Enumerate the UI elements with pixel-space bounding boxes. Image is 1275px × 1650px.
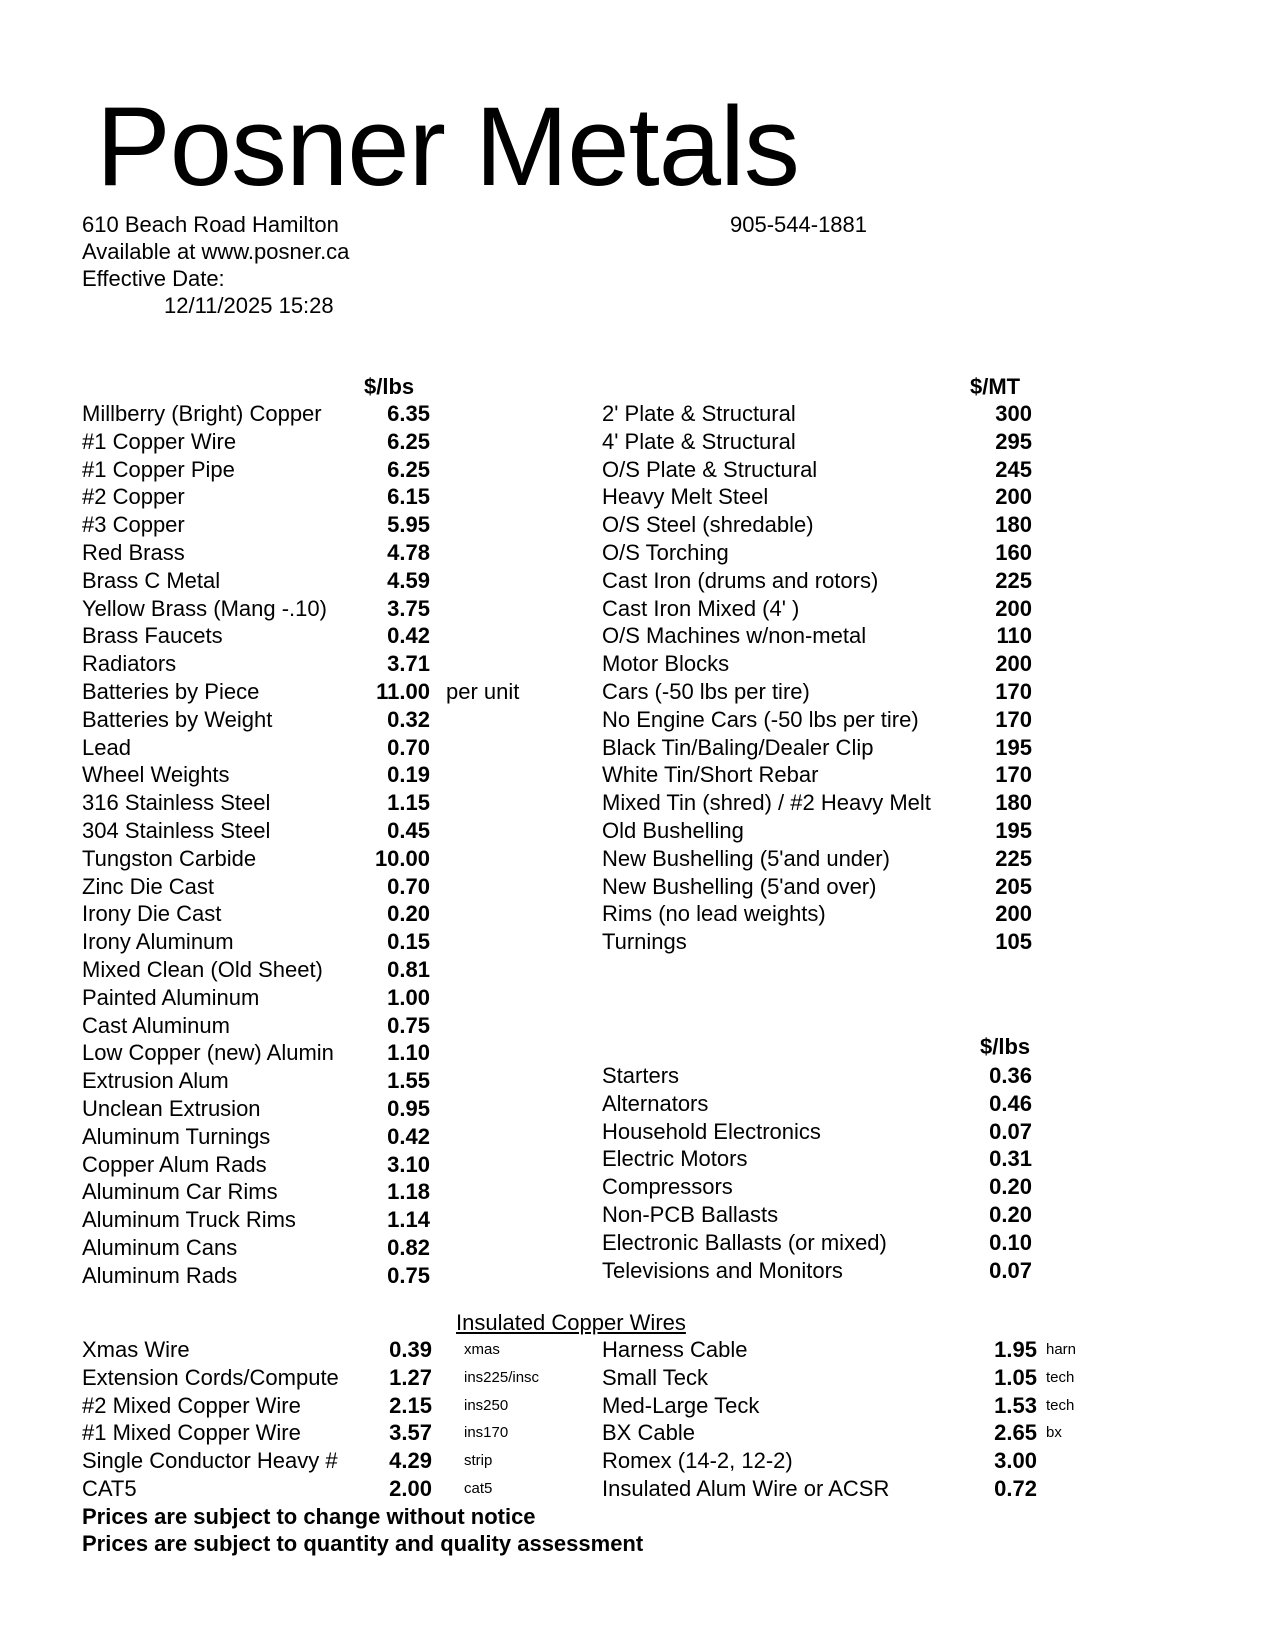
item-name: Harness Cable <box>602 1337 748 1362</box>
item-price: 1.95 <box>994 1337 1037 1362</box>
website-text: Available at www.posner.ca <box>82 239 350 264</box>
item-unit: per unit <box>446 679 520 704</box>
price-row <box>82 900 542 927</box>
item-name: Med-Large Teck <box>602 1392 760 1418</box>
item-price: 0.20 <box>989 1202 1032 1227</box>
price-row <box>602 817 1042 844</box>
item-name: Electric Motors <box>602 1146 748 1172</box>
item-name: Starters <box>602 1063 680 1088</box>
item-name: #3 Copper <box>82 512 185 538</box>
price-row <box>82 1206 542 1233</box>
price-row <box>82 1234 542 1261</box>
item-name: Lead <box>82 734 131 760</box>
item-code: ins250 <box>464 1396 509 1414</box>
item-code: ins225/insc <box>464 1368 540 1386</box>
item-name: Non-PCB Ballasts <box>602 1202 779 1227</box>
item-price: 195 <box>995 734 1032 760</box>
item-price: 170 <box>995 679 1032 704</box>
item-price: 0.70 <box>387 734 430 760</box>
price-row <box>82 1447 602 1474</box>
price-row <box>602 1392 1092 1419</box>
price-row <box>602 873 1042 900</box>
price-row <box>602 1257 1042 1284</box>
price-row <box>602 1336 1092 1363</box>
item-name: Heavy Melt Steel <box>602 484 769 510</box>
effective-date-label: Effective Date: <box>82 266 225 291</box>
price-row <box>82 1151 542 1178</box>
price-row <box>82 483 542 510</box>
price-row <box>602 789 1042 816</box>
item-name: Red Brass <box>82 540 185 565</box>
price-row <box>82 1392 602 1419</box>
price-note-assessment: Prices are subject to quantity and quality assessment <box>82 1531 644 1556</box>
item-price: 3.57 <box>389 1420 432 1446</box>
price-note-change: Prices are subject to change without notice <box>82 1504 536 1529</box>
price-row <box>602 622 1042 649</box>
item-name: #2 Mixed Copper Wire <box>82 1392 301 1418</box>
item-price: 0.75 <box>387 1262 430 1288</box>
item-name: White Tin/Short Rebar <box>602 762 819 788</box>
item-name: Millberry (Bright) Copper <box>82 401 322 426</box>
address: 610 Beach Road Hamilton <box>82 212 339 237</box>
item-name: BX Cable <box>602 1420 695 1446</box>
item-code: bx <box>1046 1424 1062 1442</box>
item-name: 304 Stainless Steel <box>82 818 271 843</box>
item-name: Wheel Weights <box>82 762 230 788</box>
item-price: 1.15 <box>387 790 430 816</box>
item-name: #2 Copper <box>82 484 185 510</box>
item-price: 6.35 <box>387 401 430 426</box>
item-name: Painted Aluminum <box>82 984 260 1010</box>
item-name: O/S Torching <box>602 540 729 565</box>
item-price: 10.00 <box>374 845 430 871</box>
item-name: Aluminum Cans <box>82 1235 238 1260</box>
item-name: Cast Iron Mixed (4' ) <box>602 595 800 621</box>
price-row <box>602 428 1042 455</box>
item-price: 245 <box>995 456 1032 482</box>
item-price: 0.15 <box>387 929 430 955</box>
item-name: Mixed Clean (Old Sheet) <box>82 957 323 982</box>
item-name: Insulated Alum Wire or ACSR <box>602 1476 890 1501</box>
price-row <box>82 706 542 733</box>
item-price: 0.36 <box>989 1063 1032 1088</box>
price-row <box>82 511 542 538</box>
price-row <box>602 706 1042 733</box>
price-row <box>602 456 1042 483</box>
price-row <box>602 1201 1042 1228</box>
item-name: New Bushelling (5'and over) <box>602 873 877 899</box>
item-name: No Engine Cars (-50 lbs per tire) <box>602 706 919 732</box>
steel-unit-header: $/MT <box>970 374 1021 399</box>
item-name: #1 Copper Wire <box>82 428 237 454</box>
item-name: Black Tin/Baling/Dealer Clip <box>602 734 874 760</box>
item-name: CAT5 <box>82 1476 137 1501</box>
item-name: Cars (-50 lbs per tire) <box>602 679 810 704</box>
price-row <box>82 1095 542 1122</box>
item-price: 1.18 <box>387 1179 430 1205</box>
item-name: 2' Plate & Structural <box>602 401 796 426</box>
item-price: 0.42 <box>387 1123 430 1149</box>
price-row <box>602 1173 1042 1200</box>
item-price: 0.42 <box>387 623 430 649</box>
price-row <box>82 650 542 677</box>
item-name: Aluminum Turnings <box>82 1123 271 1149</box>
price-row <box>602 483 1042 510</box>
price-row <box>602 900 1042 927</box>
price-row <box>602 845 1042 872</box>
price-row <box>82 845 542 872</box>
item-name: Low Copper (new) Alumin <box>82 1040 334 1066</box>
item-name: Copper Alum Rads <box>82 1151 267 1177</box>
item-price: 6.15 <box>387 484 430 510</box>
price-row <box>82 1419 602 1446</box>
left-unit-header: $/lbs <box>364 374 415 399</box>
item-price: 0.95 <box>387 1096 430 1121</box>
item-price: 0.81 <box>387 957 430 982</box>
item-price: 4.29 <box>389 1448 432 1474</box>
item-price: 225 <box>995 845 1032 871</box>
item-name: New Bushelling (5'and under) <box>602 845 890 871</box>
item-price: 2.15 <box>389 1392 432 1418</box>
item-name: Brass C Metal <box>82 567 221 593</box>
item-price: 6.25 <box>387 456 430 482</box>
effective-date-value: 12/11/2025 15:28 <box>164 293 334 318</box>
item-name: Extrusion Alum <box>82 1068 229 1094</box>
item-price: 180 <box>995 512 1032 538</box>
item-name: 4' Plate & Structural <box>602 428 796 454</box>
price-row <box>82 734 542 761</box>
item-name: Televisions and Monitors <box>602 1257 843 1283</box>
item-code: xmas <box>464 1341 500 1358</box>
price-row <box>82 817 542 844</box>
item-name: Zinc Die Cast <box>82 873 215 899</box>
insulated-section-title: Insulated Copper Wires <box>456 1310 686 1335</box>
item-code: cat5 <box>464 1480 493 1497</box>
item-price: 0.82 <box>387 1235 430 1260</box>
price-row <box>82 1178 542 1205</box>
item-price: 0.31 <box>989 1146 1032 1172</box>
item-price: 5.95 <box>387 512 430 538</box>
price-row <box>602 595 1042 622</box>
item-name: Extension Cords/Compute <box>82 1364 339 1390</box>
item-name: Compressors <box>602 1174 733 1200</box>
item-code: ins170 <box>464 1424 509 1442</box>
item-name: O/S Machines w/non-metal <box>602 623 867 649</box>
item-name: Small Teck <box>602 1364 708 1390</box>
item-price: 1.27 <box>389 1364 432 1390</box>
item-code: tech <box>1046 1396 1075 1414</box>
item-price: 200 <box>995 901 1032 927</box>
price-row <box>602 400 1042 427</box>
item-price: 105 <box>995 929 1032 955</box>
price-row <box>602 761 1042 788</box>
price-row <box>82 873 542 900</box>
item-name: 316 Stainless Steel <box>82 790 271 816</box>
price-row <box>602 539 1042 566</box>
item-price: 0.20 <box>387 901 430 927</box>
price-row <box>602 1090 1042 1117</box>
item-price: 0.45 <box>387 818 430 843</box>
price-row <box>82 1336 602 1363</box>
item-price: 1.55 <box>387 1068 430 1094</box>
item-name: Electronic Ballasts (or mixed) <box>602 1229 887 1255</box>
price-row <box>82 428 542 455</box>
item-price: 11.00 <box>376 679 430 704</box>
item-name: Mixed Tin (shred) / #2 Heavy Melt <box>602 790 931 816</box>
item-price: 180 <box>995 790 1032 816</box>
item-name: Single Conductor Heavy # <box>82 1448 338 1474</box>
item-name: Irony Die Cast <box>82 901 222 927</box>
item-name: Turnings <box>602 929 687 955</box>
item-name: Cast Aluminum <box>82 1012 230 1038</box>
item-price: 2.65 <box>994 1420 1037 1446</box>
item-price: 0.07 <box>989 1118 1032 1144</box>
price-row <box>602 511 1042 538</box>
item-price: 4.78 <box>387 540 430 565</box>
price-row <box>82 622 542 649</box>
item-price: 170 <box>995 762 1032 788</box>
item-price: 4.59 <box>387 567 430 593</box>
item-price: 170 <box>995 706 1032 732</box>
item-price: 3.00 <box>994 1448 1037 1474</box>
item-name: Yellow Brass (Mang -.10) <box>82 595 327 621</box>
item-price: 3.75 <box>387 595 430 621</box>
item-name: O/S Plate & Structural <box>602 456 818 482</box>
price-row <box>82 539 542 566</box>
price-row <box>82 1123 542 1150</box>
price-row <box>82 678 542 705</box>
item-name: Unclean Extrusion <box>82 1096 261 1121</box>
price-row <box>602 1475 1092 1502</box>
price-row <box>602 734 1042 761</box>
price-row <box>82 595 542 622</box>
price-row <box>82 1262 542 1289</box>
item-price: 0.20 <box>989 1174 1032 1200</box>
price-row <box>82 1364 602 1391</box>
item-price: 1.00 <box>387 984 430 1010</box>
item-name: Old Bushelling <box>602 818 744 843</box>
item-price: 0.39 <box>389 1337 432 1362</box>
item-name: Alternators <box>602 1090 709 1116</box>
company-title: Posner Metals <box>96 84 799 209</box>
item-name: O/S Steel (shredable) <box>602 512 814 538</box>
item-name: Batteries by Piece <box>82 679 260 704</box>
item-price: 0.32 <box>387 706 430 732</box>
item-price: 0.10 <box>989 1229 1032 1255</box>
item-price: 0.07 <box>989 1257 1032 1283</box>
item-price: 0.72 <box>994 1476 1037 1501</box>
item-name: #1 Copper Pipe <box>82 456 235 482</box>
item-price: 225 <box>995 567 1032 593</box>
item-price: 200 <box>995 484 1032 510</box>
item-price: 110 <box>996 623 1032 649</box>
item-price: 6.25 <box>387 428 430 454</box>
item-code: strip <box>464 1452 493 1470</box>
price-row <box>602 1145 1042 1172</box>
item-price: 295 <box>995 428 1032 454</box>
item-price: 160 <box>995 540 1032 565</box>
item-name: Rims (no lead weights) <box>602 901 826 927</box>
price-row <box>82 1475 602 1502</box>
item-name: Brass Faucets <box>82 623 223 649</box>
item-name: Romex (14-2, 12-2) <box>602 1448 793 1474</box>
item-name: Irony Aluminum <box>82 929 234 955</box>
item-name: Tungston Carbide <box>82 845 257 871</box>
price-row <box>82 789 542 816</box>
item-name: Motor Blocks <box>602 651 730 677</box>
item-price: 1.10 <box>387 1040 430 1066</box>
price-row <box>82 956 542 983</box>
price-row <box>602 678 1042 705</box>
price-row <box>602 1062 1042 1089</box>
item-name: Radiators <box>82 651 177 677</box>
item-price: 300 <box>995 401 1032 426</box>
price-row <box>602 650 1042 677</box>
item-price: 2.00 <box>389 1476 432 1501</box>
price-row <box>602 1118 1042 1145</box>
price-row <box>602 1229 1042 1256</box>
electronics-unit-header: $/lbs <box>980 1034 1031 1059</box>
price-row <box>602 1364 1092 1391</box>
item-price: 1.53 <box>994 1392 1037 1418</box>
price-row <box>82 1012 542 1039</box>
item-name: Batteries by Weight <box>82 706 273 732</box>
item-price: 0.70 <box>387 873 430 899</box>
item-price: 205 <box>995 873 1032 899</box>
item-name: Aluminum Car Rims <box>82 1179 278 1205</box>
price-row <box>602 1419 1092 1446</box>
item-price: 1.05 <box>994 1364 1037 1390</box>
item-name: #1 Mixed Copper Wire <box>82 1420 301 1446</box>
price-row <box>82 1039 542 1066</box>
item-name: Cast Iron (drums and rotors) <box>602 567 879 593</box>
price-row <box>82 400 542 427</box>
item-name: Aluminum Rads <box>82 1262 238 1288</box>
price-row <box>602 567 1042 594</box>
item-price: 195 <box>995 818 1032 843</box>
item-name: Xmas Wire <box>82 1337 190 1362</box>
item-name: Aluminum Truck Rims <box>82 1207 296 1233</box>
price-row <box>82 928 542 955</box>
item-price: 0.19 <box>387 762 430 788</box>
price-row <box>82 1067 542 1094</box>
item-price: 0.75 <box>387 1012 430 1038</box>
price-row <box>82 984 542 1011</box>
phone-number: 905-544-1881 <box>730 212 868 237</box>
item-price: 200 <box>995 651 1032 677</box>
item-name: Household Electronics <box>602 1118 821 1144</box>
price-row <box>82 567 542 594</box>
price-row <box>82 761 542 788</box>
price-row <box>602 1447 1092 1474</box>
price-row <box>82 456 542 483</box>
item-price: 200 <box>995 595 1032 621</box>
item-price: 0.46 <box>989 1090 1032 1116</box>
item-code: harn <box>1046 1341 1077 1358</box>
item-price: 3.10 <box>387 1151 430 1177</box>
item-price: 1.14 <box>387 1207 430 1233</box>
item-price: 3.71 <box>387 651 430 677</box>
price-row <box>602 928 1042 955</box>
item-code: tech <box>1046 1368 1075 1386</box>
